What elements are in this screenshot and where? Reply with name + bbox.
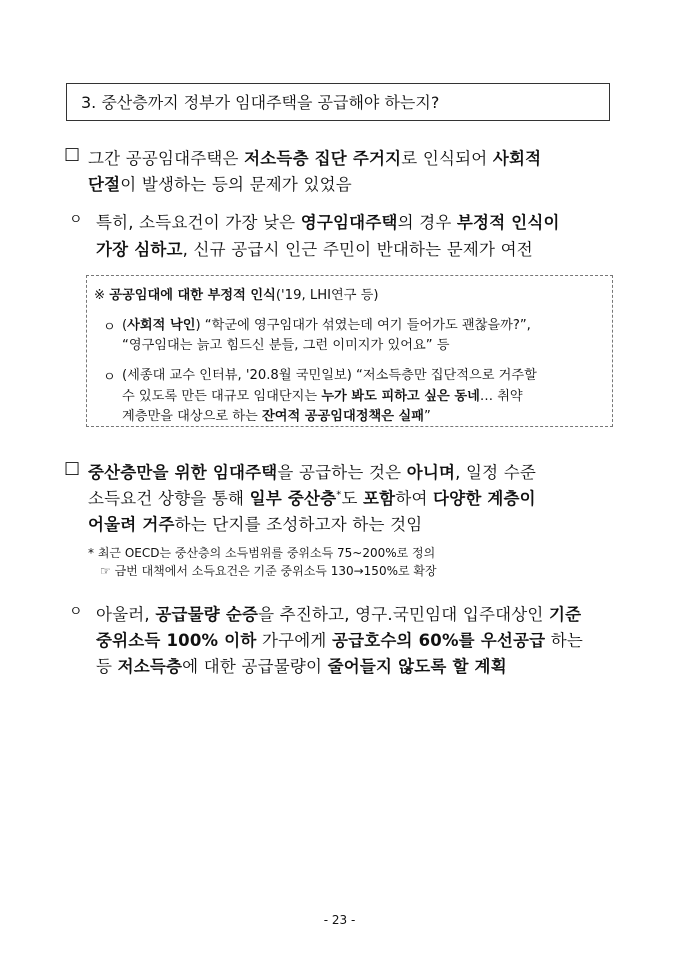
para3-line1: 중산층만을 위한 임대주택을 공급하는 것은 아니며, 일정 수준 xyxy=(88,463,537,482)
page-number: - 23 - xyxy=(323,913,356,927)
section-title: 3. 중산층까지 정부가 임대주택을 공급해야 하는지? xyxy=(66,83,610,121)
circle-bullet: ㅇ xyxy=(69,604,83,620)
note-item2-line1: (세종대 교수 인터뷰, '20.8월 국민일보) “저소득층만 집단적으로 거주할 xyxy=(122,368,537,383)
note-item2-line3: 계층만을 대상으로 하는 잔여적 공공임대정책은 실패” xyxy=(122,409,431,424)
para1-line2: 단절이 발생하는 등의 문제가 있었음 xyxy=(88,175,352,194)
note-item2-line2: 수 있도록 만든 대규모 임대단지는 누가 봐도 피하고 싶은 동네… 취약 xyxy=(122,389,523,404)
note-heading: ※ 공공임대에 대한 부정적 인식('19, LHI연구 등) xyxy=(94,288,379,303)
para4-line1: 아울러, 공급물량 순증을 추진하고, 영구.국민임대 입주대상인 기준 xyxy=(96,605,582,624)
note-item1-line2: “영구임대는 늙고 힘드신 분들, 그런 이미지가 있어요” 등 xyxy=(122,338,450,353)
circle-bullet: ㅇ xyxy=(69,212,83,228)
para2-line1: 특히, 소득요건이 가장 낮은 영구임대주택의 경우 부정적 인식이 xyxy=(96,213,560,232)
note-item2-bullet: ㅇ xyxy=(103,370,116,385)
footnote-line2: ☞ 금번 대책에서 소득요건은 기준 중위소득 130→150%로 확장 xyxy=(100,564,437,578)
footnote-line1: * 최근 OECD는 중산층의 소득범위를 중위소득 75~200%로 정의 xyxy=(88,546,436,560)
para1-line1: 그간 공공임대주택은 저소득층 집단 주거지로 인식되어 사회적 xyxy=(88,149,542,168)
para3-line3: 어울려 거주하는 단지를 조성하고자 하는 것임 xyxy=(88,515,423,534)
para4-line3: 등 저소득층에 대한 공급물량이 줄어들지 않도록 할 계획 xyxy=(96,657,507,676)
note-item1-line1: (사회적 낙인) “학군에 영구임대가 섞였는데 여기 들어가도 괜찮을까?”, xyxy=(122,318,531,333)
square-bullet: □ xyxy=(64,144,81,164)
para4-line2: 중위소득 100% 이하 가구에게 공급호수의 60%를 우선공급 하는 xyxy=(96,631,584,650)
para3-line2: 소득요건 상향을 통해 일부 중산층*도 포함하여 다양한 계층이 xyxy=(88,489,536,508)
square-bullet: □ xyxy=(64,458,81,478)
para2-line2: 가장 심하고, 신규 공급시 인근 주민이 반대하는 문제가 여전 xyxy=(96,240,533,259)
note-item1-bullet: ㅇ xyxy=(103,320,116,335)
